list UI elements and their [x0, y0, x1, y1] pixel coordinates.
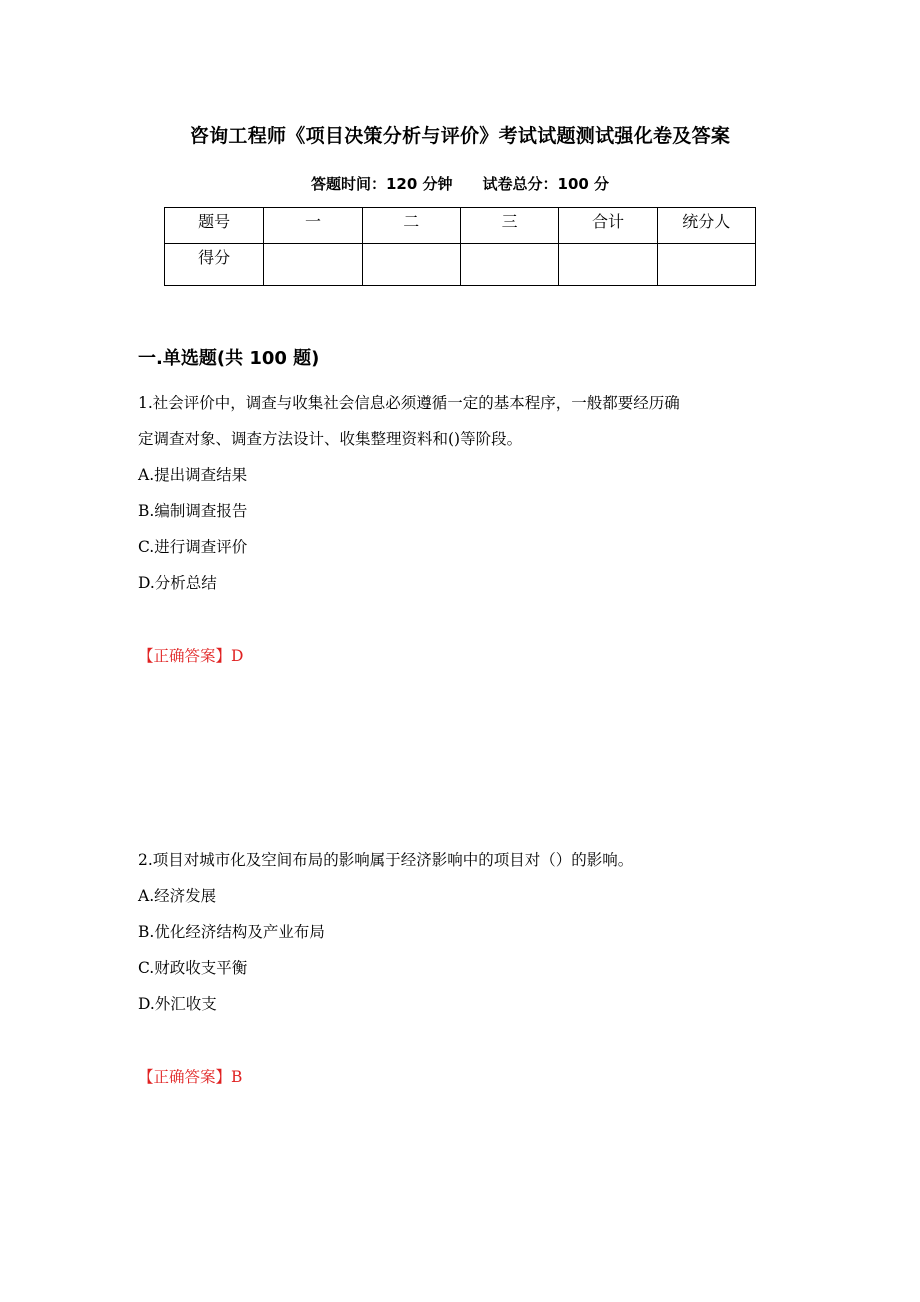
total-score-label: 试卷总分：100 分	[482, 175, 610, 193]
header-cell: 合计	[559, 208, 657, 244]
question-1	[138, 385, 788, 601]
score-cell	[657, 244, 755, 286]
header-cell: 一	[264, 208, 362, 244]
score-table-row	[165, 244, 756, 286]
header-cell: 二	[362, 208, 460, 244]
question-option: C.财政收支平衡	[138, 959, 248, 977]
time-label: 答题时间：120 分钟	[310, 175, 453, 193]
exam-meta	[0, 173, 920, 195]
row-label-cell: 得分	[165, 244, 264, 286]
page-title: 咨询工程师《项目决策分析与评价》考试试题测试强化卷及答案	[189, 125, 731, 147]
header-cell: 统分人	[657, 208, 755, 244]
question-option: A.提出调查结果	[138, 466, 248, 484]
question-option: C.进行调查评价	[138, 538, 248, 556]
question-option: D.分析总结	[138, 574, 217, 592]
question-stem-line: 2.项目对城市化及空间布局的影响属于经济影响中的项目对（）的影响。	[138, 851, 634, 869]
question-2	[138, 842, 788, 1022]
answer-1: 【正确答案】D	[138, 647, 244, 665]
score-cell	[362, 244, 460, 286]
answer-2: 【正确答案】B	[138, 1068, 243, 1086]
section-heading: 一.单选题(共 100 题)	[138, 348, 320, 369]
question-option: B.编制调查报告	[138, 502, 248, 520]
question-option: D.外汇收支	[138, 995, 217, 1013]
question-stem-line: 1.社会评价中，调查与收集社会信息必须遵循一定的基本程序，一般都要经历确	[138, 394, 680, 412]
score-table	[164, 207, 756, 286]
header-cell: 三	[460, 208, 558, 244]
score-cell	[559, 244, 657, 286]
question-stem-line: 定调查对象、调查方法设计、收集整理资料和()等阶段。	[138, 430, 523, 448]
score-cell	[460, 244, 558, 286]
header-cell: 题号	[165, 208, 264, 244]
question-option: B.优化经济结构及产业布局	[138, 923, 325, 941]
question-option: A.经济发展	[138, 887, 217, 905]
score-table-header-row	[165, 208, 756, 244]
score-cell	[264, 244, 362, 286]
